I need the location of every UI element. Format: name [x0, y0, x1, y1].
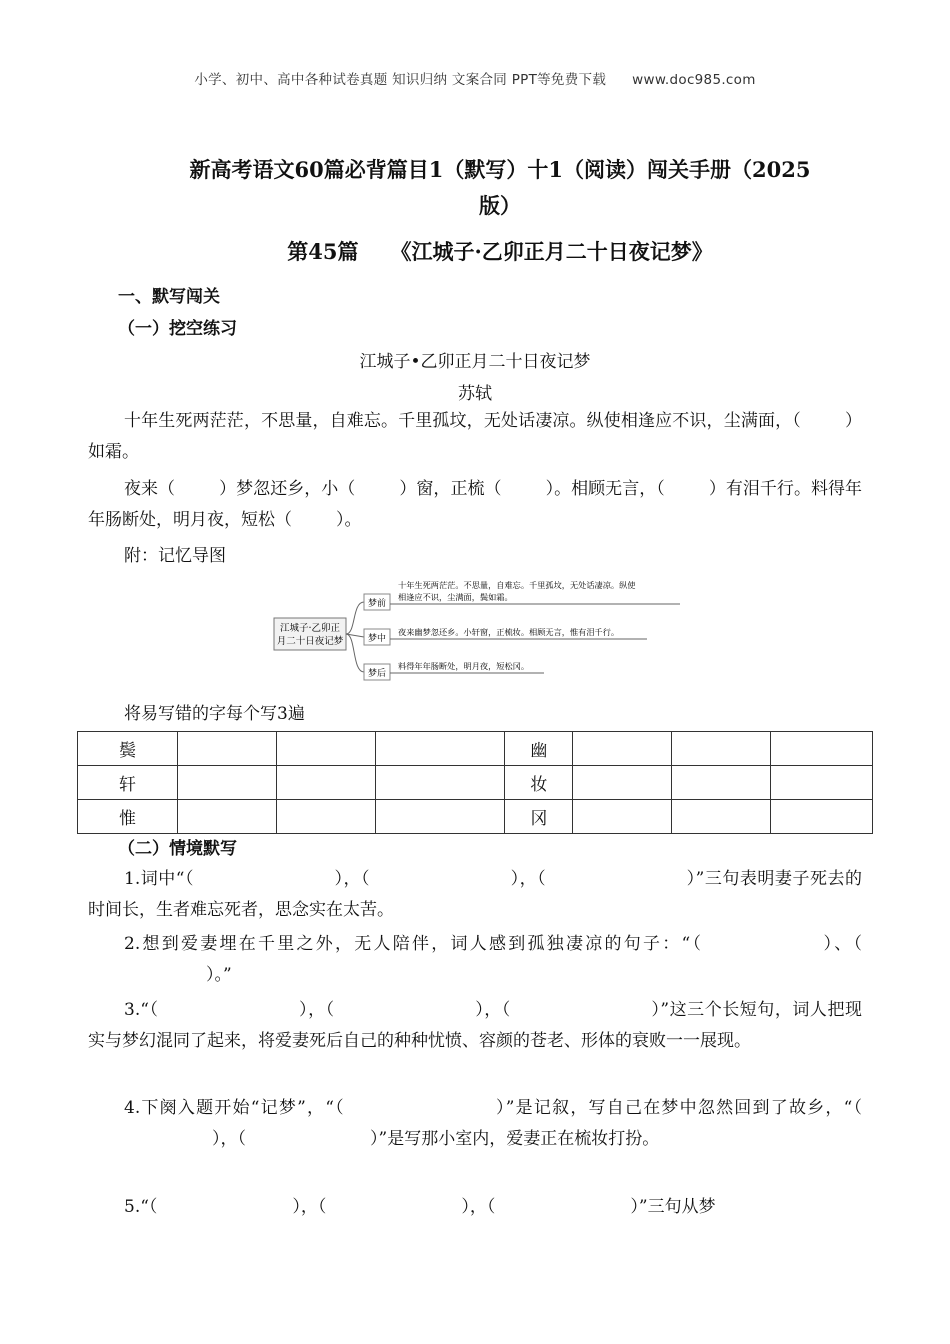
practice-cell[interactable]	[771, 732, 873, 766]
poem-title: 江城子•乙卯正月二十日夜记梦	[359, 352, 591, 372]
practice-char: 鬓	[78, 732, 178, 766]
practice-cell[interactable]	[375, 766, 505, 800]
practice-char: 冈	[505, 800, 573, 834]
mindmap-root-line2: 月二十日夜记梦	[276, 636, 344, 647]
mindmap-branch-during-text: 夜来幽梦忽还乡。小轩窗，正梳妆。相顾无言，惟有泪千行。	[398, 627, 620, 637]
practice-cell[interactable]	[771, 800, 873, 834]
practice-cell[interactable]	[375, 732, 505, 766]
mindmap-branch-before-text2: 相逢应不识，尘满面，鬓如霜。	[398, 592, 513, 602]
practice-cell[interactable]	[276, 766, 375, 800]
section-heading-dictation: 一、默写闯关	[118, 287, 220, 307]
practice-char: 幽	[505, 732, 573, 766]
mindmap-root-line1: 江城子·乙卯正	[279, 623, 341, 634]
question-2: 2.想到爱妻埋在千里之外，无人陪伴，词人感到孤独凄凉的句子：“（ ）、（）。”	[124, 934, 862, 985]
subsection-heading-situational: （二）情境默写	[118, 839, 237, 859]
poem-author: 苏轼	[458, 384, 492, 404]
document-title-line2: 版）	[479, 193, 521, 218]
table-row	[78, 732, 873, 766]
poem-stanza-1: 十年生死两茫茫，不思量，自难忘。千里孤坟，无处话凄凉。纵使相逢应不识，尘满面，（ ）如霜。	[88, 411, 863, 462]
practice-cell[interactable]	[573, 766, 672, 800]
table-row	[78, 766, 873, 800]
subsection-heading-fill-blank: （一）挖空练习	[118, 319, 237, 339]
mindmap-branch-after-label: 梦后	[367, 669, 387, 679]
practice-cell[interactable]	[177, 800, 276, 834]
article-name: 《江城子·乙卯正月二十日夜记梦》	[390, 239, 713, 264]
page-header	[0, 68, 950, 88]
mindmap-branch-after-text: 料得年年肠断处，明月夜，短松冈。	[398, 661, 530, 671]
practice-cell[interactable]	[672, 732, 771, 766]
practice-char: 轩	[78, 766, 178, 800]
document-title-line1: 新高考语文60篇必背篇目1（默写）十1（阅读）闯关手册（2025	[189, 157, 811, 182]
mindmap-branch-before-text1: 十年生死两茫茫。不思量，自难忘。千里孤坟，无处话凄凉。纵使	[398, 580, 636, 590]
practice-char: 惟	[78, 800, 178, 834]
question-1: 1.词中“（ ），（ ），（ ）”三句表明妻子死去的时间长，生者难忘死者，思念实在太苦。	[88, 869, 862, 920]
article-title	[150, 236, 850, 266]
practice-cell[interactable]	[177, 732, 276, 766]
practice-cell[interactable]	[771, 766, 873, 800]
header-text: 小学、初中、高中各种试卷真题 知识归纳 文案合同 PPT等免费下载	[194, 72, 607, 88]
table-row	[78, 800, 873, 834]
practice-instruction: 将易写错的字每个写3遍	[124, 704, 305, 724]
practice-cell[interactable]	[573, 800, 672, 834]
practice-cell[interactable]	[375, 800, 505, 834]
header-site-link[interactable]: www.doc985.com	[632, 72, 756, 88]
practice-cell[interactable]	[672, 800, 771, 834]
appendix-label: 附：记忆导图	[124, 546, 226, 566]
question-3: 3.“（ ），（ ），（ ）”这三个长短句，词人把现实与梦幻混同了起来，将爱妻死后自己的种种忧愤、容颜的苍老、形体的衰败一一展现。	[88, 1000, 862, 1051]
practice-cell[interactable]	[276, 800, 375, 834]
practice-cell[interactable]	[276, 732, 375, 766]
mindmap-branch-during-label: 梦中	[367, 634, 387, 644]
practice-char: 妆	[505, 766, 573, 800]
question-5: 5.“（ ），（ ），（ ）”三句从梦	[124, 1197, 716, 1217]
practice-cell[interactable]	[177, 766, 276, 800]
character-practice-table	[77, 731, 873, 834]
mindmap-branch-before-label: 梦前	[367, 599, 387, 609]
poem-stanza-2: 夜来（ ）梦忽还乡，小（ ）窗，正梳（ ）。相顾无言，（ ）有泪千行。料得年年肠断处，明月夜，短松（ ）。	[88, 479, 863, 530]
practice-cell[interactable]	[573, 732, 672, 766]
document-title	[150, 152, 850, 224]
memory-mind-map	[272, 580, 682, 684]
question-4: 4.下阕入题开始“记梦”，“（ ）”是记叙，写自己在梦中忽然回到了故乡，“（），（ ）”是写那小室内，爱妻正在梳妆打扮。	[124, 1098, 862, 1149]
practice-cell[interactable]	[672, 766, 771, 800]
article-number: 第45篇	[287, 239, 359, 264]
